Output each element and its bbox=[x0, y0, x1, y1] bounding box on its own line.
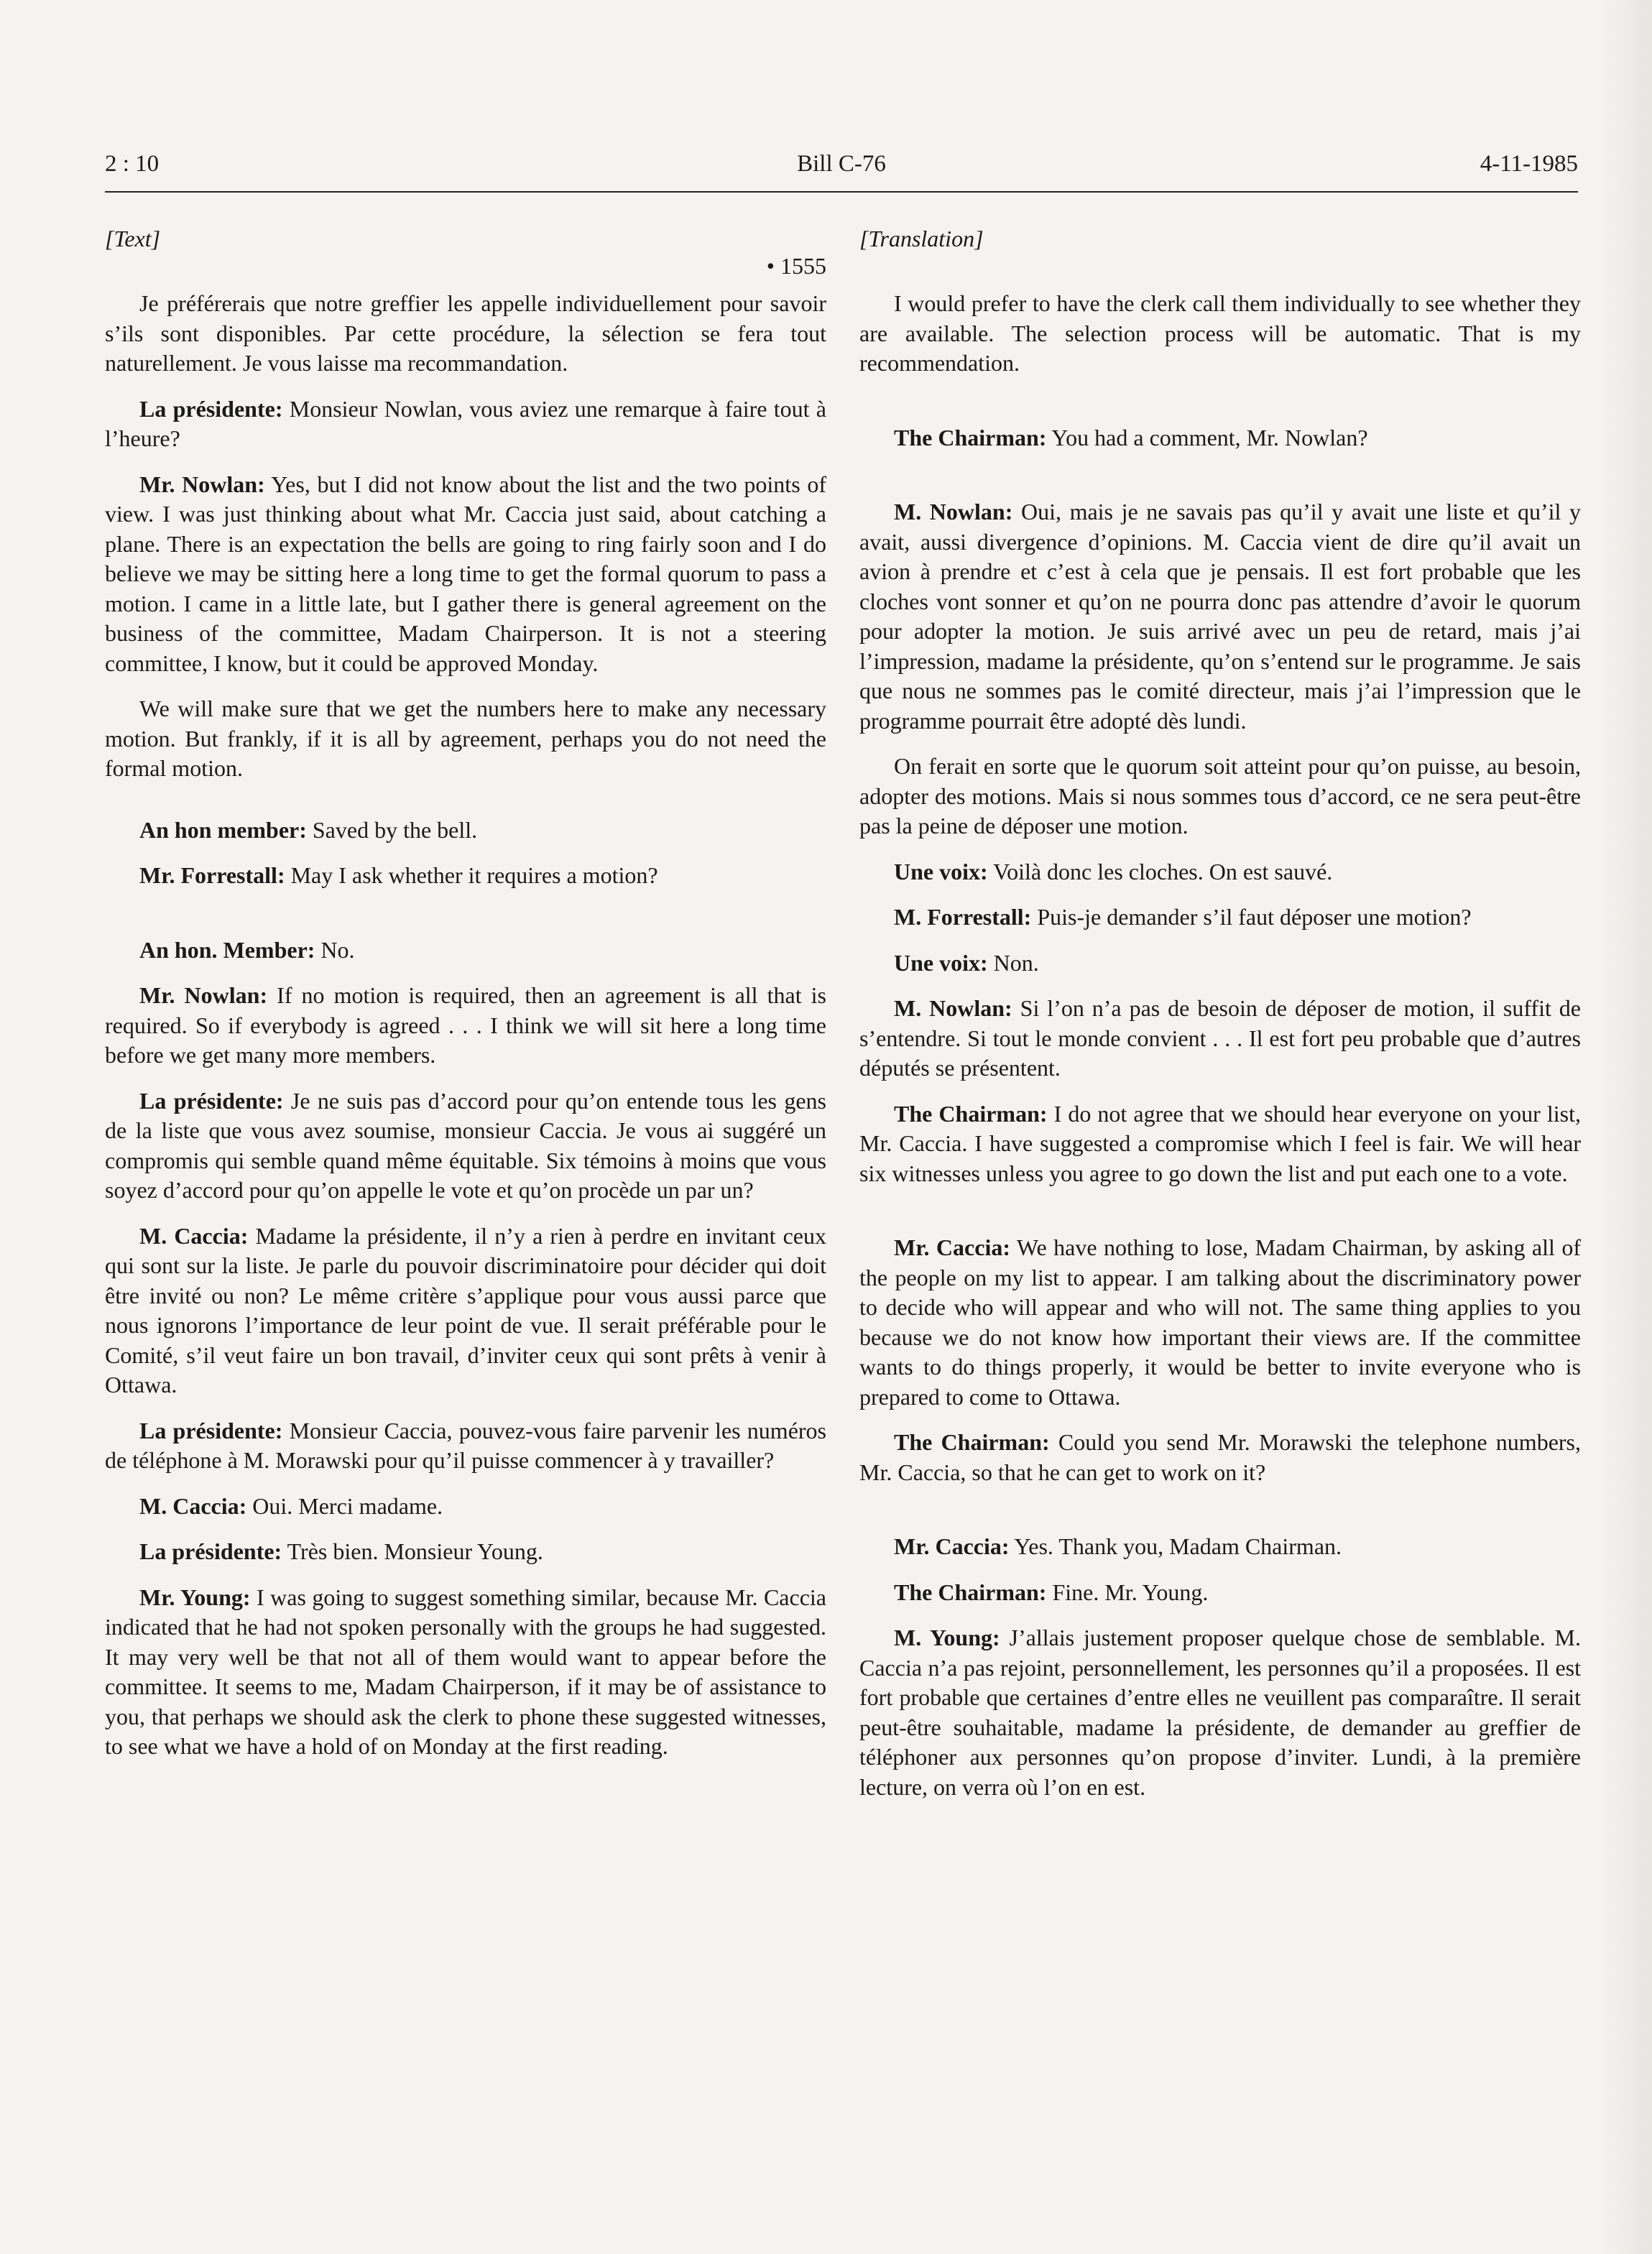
paragraph bbox=[859, 1532, 1581, 1562]
paragraph bbox=[859, 994, 1581, 1084]
header-rule bbox=[105, 191, 1578, 193]
spacer bbox=[859, 468, 1581, 497]
speech: On ferait en sorte que le quorum soit atteint pour qu’on puisse, au besoin, adopter des motions. Mais si nous sommes tous d’accord, ce ne sera peut-être pas la peine de déposer une motion. bbox=[859, 753, 1581, 839]
paragraph bbox=[859, 1099, 1581, 1189]
column-tag: [Text] bbox=[105, 226, 161, 251]
spacer bbox=[859, 394, 1581, 423]
paragraph bbox=[105, 470, 826, 679]
paragraph bbox=[859, 423, 1581, 453]
speech: Monsieur Nowlan, vous aviez une remarque à faire tout à l’heure? bbox=[105, 395, 827, 451]
speaker: Mr. Nowlan: bbox=[139, 982, 268, 1008]
paragraph bbox=[105, 1583, 826, 1762]
speaker: Mr. Caccia: bbox=[894, 1234, 1010, 1260]
speaker: Une voix: bbox=[894, 858, 988, 884]
paragraph bbox=[859, 289, 1581, 379]
speech: Madame la présidente, il n’y a rien à perdre en invitant ceux qui sont sur la liste. Je parle du pouvoir discriminatoire pour décider qui doit être invité ou non? Le même critère s’applique pour vous aussi parce que nous ignorons l’importance de leur point de vue. Il serait préférable pour le Comité, s’il veut faire un bon travail, d’inviter ceux qui sont prêts à venir à Ottawa. bbox=[105, 1222, 827, 1398]
paragraph bbox=[859, 1578, 1581, 1608]
speaker: An hon member: bbox=[139, 816, 307, 843]
speaker: La présidente: bbox=[139, 1538, 282, 1564]
speech: May I ask whether it requires a motion? bbox=[285, 862, 658, 888]
page-edge-shadow bbox=[1602, 0, 1652, 2254]
text-column-original bbox=[105, 224, 826, 1778]
spacer bbox=[859, 1503, 1581, 1532]
paragraph bbox=[859, 1233, 1581, 1412]
speaker: M. Forrestall: bbox=[894, 904, 1032, 930]
spacer bbox=[859, 1204, 1581, 1233]
speech: You had a comment, Mr. Nowlan? bbox=[1046, 424, 1368, 451]
speaker: The Chairman: bbox=[894, 1429, 1050, 1455]
paragraph bbox=[859, 902, 1581, 933]
speech: If no motion is required, then an agreement is all that is required. So if everybody is agreed . . . I think we will sit here a long time before we get many more members. bbox=[105, 982, 827, 1068]
speech: Voilà donc les cloches. On est sauvé. bbox=[987, 858, 1333, 884]
speech: No. bbox=[315, 936, 355, 963]
spacer bbox=[105, 907, 826, 936]
paragraph bbox=[859, 1428, 1581, 1487]
speech: Puis-je demander s’il faut déposer une motion? bbox=[1031, 904, 1472, 930]
speaker: The Chairman: bbox=[894, 1100, 1048, 1127]
timestamp: • 1555 bbox=[766, 253, 826, 279]
speech: Could you send Mr. Morawski the telephone numbers, Mr. Caccia, so that he can get to work on it? bbox=[859, 1429, 1582, 1485]
speech: Je ne suis pas d’accord pour qu’on entende tous les gens de la liste que vous avez soumise, monsieur Caccia. Je vous ai suggéré un compromis qui semble quand même équitable. Six témoins à moins que vous soyez d’accord pour qu’on appelle le vote et qu’on procède un par un? bbox=[105, 1087, 827, 1203]
speech: Si l’on n’a pas de besoin de déposer de motion, il suffit de s’entendre. Si tout le monde convient . . . Il est fort peu probable que d’autres députés se présentent. bbox=[859, 995, 1582, 1081]
speech: Très bien. Monsieur Young. bbox=[282, 1538, 543, 1564]
paragraph bbox=[105, 1416, 826, 1476]
speech: Yes, but I did not know about the list and the two points of view. I was just thinking about what Mr. Caccia just said, about catching a plane. There is an expectation the bells are going to ring fairly soon and I do believe we may be sitting here a long time to get the formal quorum to pass a motion. I came in a little late, but I gather there is general agreement on the business of the committee, Madam Chairperson. It is not a steering committee, I know, but it could be approved Monday. bbox=[105, 471, 827, 676]
speaker: M. Nowlan: bbox=[894, 499, 1013, 525]
speech: We will make sure that we get the numbers here to make any necessary motion. But frankly, if it is all by agreement, perhaps you do not need the formal motion. bbox=[105, 696, 826, 781]
speaker: Mr. Young: bbox=[139, 1584, 251, 1610]
paragraph bbox=[105, 981, 826, 1071]
speaker: The Chairman: bbox=[894, 1579, 1047, 1605]
paragraph bbox=[105, 936, 826, 966]
paragraph bbox=[105, 1537, 826, 1567]
speech: Fine. Mr. Young. bbox=[1046, 1579, 1209, 1605]
speaker: La présidente: bbox=[139, 1087, 284, 1114]
speech: Saved by the bell. bbox=[306, 816, 478, 843]
speaker: Une voix: bbox=[894, 949, 988, 976]
speaker: The Chairman: bbox=[894, 424, 1047, 451]
paragraph bbox=[105, 861, 826, 891]
paragraph bbox=[105, 289, 826, 379]
speaker: An hon. Member: bbox=[139, 936, 315, 963]
text-column-translation bbox=[859, 224, 1581, 1818]
speaker: La présidente: bbox=[139, 395, 283, 422]
paragraph bbox=[859, 948, 1581, 979]
speech: J’allais justement proposer quelque chose de semblable. M. Caccia n’a pas rejoint, personnellement, les personnes qu’il a proposées. Il est fort probable que certaines d’entre elles ne veuillent pas comparaître. Il serait peut-être souhaitable, madame la présidente, de demander au greffier de téléphoner aux personnes qu’on propose d’inviter. Lundi, à la première lecture, on verra où l’on en est. bbox=[859, 1625, 1581, 1800]
paragraph bbox=[105, 1221, 826, 1400]
page-number: 2 : 10 bbox=[105, 151, 160, 177]
spacer bbox=[859, 251, 1581, 289]
speech: Oui. Merci madame. bbox=[246, 1492, 443, 1519]
speaker: Mr. Caccia: bbox=[894, 1533, 1010, 1559]
sitting-date: 4-11-1985 bbox=[1480, 151, 1578, 177]
speaker: M. Caccia: bbox=[139, 1222, 249, 1249]
speaker: M. Young: bbox=[894, 1625, 1000, 1650]
page-header bbox=[105, 151, 1578, 184]
spacer bbox=[105, 800, 826, 816]
paragraph bbox=[859, 497, 1581, 736]
paragraph bbox=[105, 394, 826, 454]
speaker: Mr. Nowlan: bbox=[139, 471, 265, 497]
paragraph bbox=[105, 816, 826, 846]
speaker: Mr. Forrestall: bbox=[139, 862, 285, 888]
speech: Yes. Thank you, Madam Chairman. bbox=[1009, 1533, 1342, 1559]
speech: I was going to suggest something similar, because Mr. Caccia indicated that he had not spoken personally with the groups he had suggested. It may very well be that not all of them would want to appear before the committee. It seems to me, Madam Chairperson, if it may be of assistance to you, that perhaps we should ask the clerk to phone these suggested witnesses, to see what we have a hold of on Monday at the first reading. bbox=[105, 1584, 827, 1759]
speaker: La présidente: bbox=[139, 1417, 283, 1444]
paragraph bbox=[105, 1086, 826, 1206]
speech: We have nothing to lose, Madam Chairman, by asking all of the people on my list to appear. I am talking about the discriminatory power to decide who will appear and who will not. The same thing applies to you because we do not know how important their views are. If the committee wants to do things properly, it would be better to invite everyone who is prepared to come to Ottawa. bbox=[859, 1234, 1582, 1410]
speech: I would prefer to have the clerk call them individually to see whether they are available. The selection process will be automatic. That is my recommendation. bbox=[859, 290, 1581, 376]
speech: I do not agree that we should hear everyone on your list, Mr. Caccia. I have suggested a compromise which I feel is fair. We will hear six witnesses unless you agree to go down the list and put each one to a vote. bbox=[859, 1100, 1582, 1186]
paragraph bbox=[859, 752, 1581, 841]
paragraph bbox=[859, 1623, 1581, 1802]
speech: Monsieur Caccia, pouvez-vous faire parvenir les numéros de téléphone à M. Morawski pour qu’il puisse commencer à y travailler? bbox=[105, 1417, 827, 1473]
column-tag: [Translation] bbox=[859, 226, 984, 251]
speech: Je préférerais que notre greffier les appelle individuellement pour savoir s’ils sont disponibles. Par cette procédure, la sélection se fera tout naturellement. Je vous laisse ma recommandation. bbox=[105, 290, 826, 376]
paragraph bbox=[105, 1492, 826, 1522]
paragraph bbox=[105, 694, 826, 784]
bill-title: Bill C-76 bbox=[797, 151, 886, 177]
paragraph bbox=[859, 857, 1581, 887]
speaker: M. Nowlan: bbox=[894, 995, 1012, 1021]
speaker: M. Caccia: bbox=[139, 1492, 247, 1519]
speech: Oui, mais je ne savais pas qu’il y avait une liste et qu’il y avait, aussi divergence d’opinions. M. Caccia vient de dire qu’il avait un avion à prendre et c’est à cela que je pensais. Il est fort probable que les cloches vont sonner et qu’on ne pourra donc pas attendre d’avoir le quorum pour adopter la motion. Je suis arrivé avec un peu de retard, mais j’ai l’impression, madame la présidente, qu’on s’entend sur le programme. Je sais que nous ne sommes pas le comité directeur, mais j’ai l’impression que le programme pourrait être adopté dès lundi. bbox=[859, 499, 1582, 734]
speech: Non. bbox=[987, 949, 1039, 976]
